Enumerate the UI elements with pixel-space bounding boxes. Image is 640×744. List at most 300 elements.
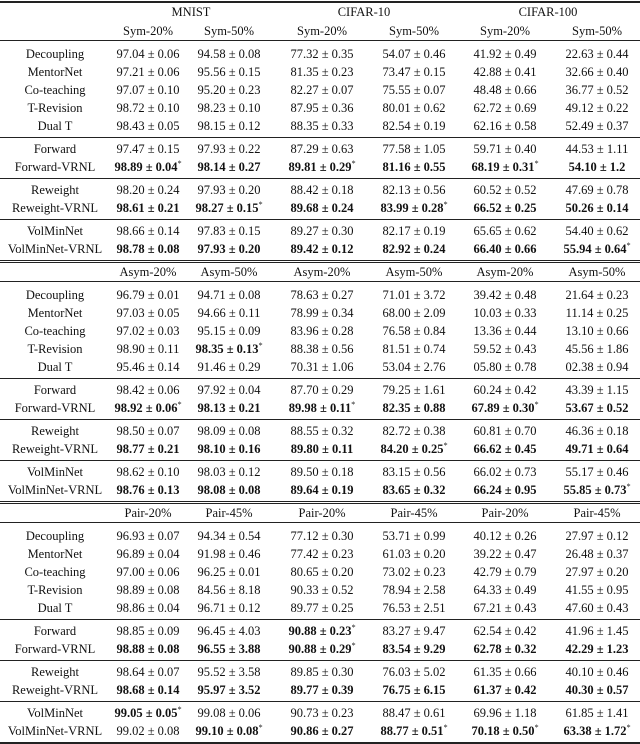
result-value: 60.81 ± 0.70: [473, 424, 537, 438]
result-cell: [110, 220, 186, 241]
result-cell: [372, 563, 456, 581]
result-cell: [372, 661, 456, 682]
result-value: 83.65 ± 0.32: [382, 483, 446, 497]
result-value: 78.94 ± 2.58: [382, 583, 446, 597]
result-value: 97.07 ± 0.10: [116, 83, 180, 97]
result-cell: [372, 461, 456, 482]
result-cell: [272, 199, 372, 220]
result-cell: [110, 681, 186, 702]
method-name: Forward-VRNL: [14, 401, 96, 415]
result-value: 89.42 ± 0.12: [290, 242, 354, 256]
result-cell: [186, 563, 272, 581]
result-cell: [186, 99, 272, 117]
result-cell: [372, 545, 456, 563]
column-header: Pair-45%: [372, 503, 456, 523]
result-cell: [272, 240, 372, 262]
result-cell: [272, 81, 372, 99]
result-cell: [372, 722, 456, 743]
result-value: 43.39 ± 1.15: [565, 383, 629, 397]
result-cell: [372, 620, 456, 641]
significance-mark: *: [443, 200, 448, 209]
result-cell: [456, 640, 554, 661]
result-cell: [272, 599, 372, 620]
method-name: Dual T: [37, 119, 73, 133]
result-value: 98.15 ± 0.12: [197, 119, 261, 133]
result-value: 97.00 ± 0.06: [116, 565, 180, 579]
result-cell: [110, 199, 186, 220]
result-value: 53.71 ± 0.99: [382, 529, 446, 543]
result-value: 65.65 ± 0.62: [473, 224, 537, 238]
method-name: VolMinNet-VRNL: [0, 722, 110, 743]
result-cell: [110, 523, 186, 546]
result-value: 53.67 ± 0.52: [565, 401, 629, 415]
result-cell: [456, 282, 554, 305]
result-value: 55.17 ± 0.46: [565, 465, 629, 479]
result-cell: [372, 399, 456, 420]
result-value: 98.66 ± 0.14: [116, 224, 180, 238]
result-value: 90.88 ± 0.23: [288, 624, 352, 638]
result-cell: [554, 282, 640, 305]
result-value: 95.46 ± 0.14: [116, 360, 180, 374]
result-cell: [554, 379, 640, 400]
result-value: 59.52 ± 0.43: [473, 342, 537, 356]
result-cell: [554, 304, 640, 322]
result-value: 97.83 ± 0.15: [197, 224, 261, 238]
result-cell: [272, 41, 372, 64]
result-cell: [554, 563, 640, 581]
result-value: 54.07 ± 0.46: [382, 47, 446, 61]
result-value: 66.62 ± 0.45: [473, 442, 537, 456]
result-value: 98.23 ± 0.10: [197, 101, 261, 115]
result-value: 98.35 ± 0.13: [195, 342, 259, 356]
table-row: [0, 282, 640, 305]
result-value: 54.40 ± 0.62: [565, 224, 629, 238]
result-value: 82.13 ± 0.56: [382, 183, 446, 197]
result-value: 94.66 ± 0.11: [197, 306, 261, 320]
result-cell: [186, 461, 272, 482]
column-header: Pair-20%: [110, 503, 186, 523]
result-value: 67.21 ± 0.43: [473, 601, 537, 615]
significance-mark: *: [626, 723, 631, 732]
result-value: 13.10 ± 0.66: [565, 324, 629, 338]
result-cell: [554, 99, 640, 117]
result-cell: [456, 399, 554, 420]
method-name: Reweight-VRNL: [11, 442, 99, 456]
result-cell: [456, 581, 554, 599]
result-value: 97.21 ± 0.06: [116, 65, 180, 79]
result-cell: [456, 358, 554, 379]
result-cell: [272, 138, 372, 159]
result-value: 40.12 ± 0.26: [473, 529, 537, 543]
result-cell: [372, 420, 456, 441]
result-value: 87.70 ± 0.29: [290, 383, 354, 397]
result-cell: [186, 545, 272, 563]
result-cell: [554, 358, 640, 379]
table-row: [0, 399, 640, 420]
result-value: 73.47 ± 0.15: [382, 65, 446, 79]
result-value: 96.93 ± 0.07: [116, 529, 180, 543]
table-row: [0, 722, 640, 743]
result-value: 97.93 ± 0.22: [197, 142, 261, 156]
result-value: 98.77 ± 0.21: [116, 442, 180, 456]
result-value: 68.00 ± 2.09: [382, 306, 446, 320]
result-cell: [456, 240, 554, 262]
result-value: 41.55 ± 0.95: [565, 583, 629, 597]
results-table-body: [0, 2, 640, 743]
significance-mark: *: [351, 641, 356, 650]
result-value: 73.02 ± 0.23: [382, 565, 446, 579]
result-cell: [110, 599, 186, 620]
result-value: 70.31 ± 1.06: [290, 360, 354, 374]
significance-mark: *: [258, 723, 263, 732]
result-value: 48.48 ± 0.66: [473, 83, 537, 97]
result-value: 49.12 ± 0.22: [565, 101, 629, 115]
result-cell: [456, 681, 554, 702]
result-cell: [186, 420, 272, 441]
result-value: 77.58 ± 1.05: [382, 142, 446, 156]
result-cell: [456, 99, 554, 117]
result-cell: [110, 138, 186, 159]
result-cell: [554, 138, 640, 159]
result-value: 88.42 ± 0.18: [290, 183, 354, 197]
result-cell: [272, 322, 372, 340]
result-value: 95.52 ± 3.58: [197, 665, 261, 679]
result-cell: [110, 640, 186, 661]
significance-mark: *: [534, 159, 539, 168]
result-cell: [456, 722, 554, 743]
significance-mark: *: [626, 482, 631, 491]
result-cell: [372, 179, 456, 200]
method-name: Reweight-VRNL: [11, 683, 99, 697]
result-cell: [110, 282, 186, 305]
result-cell: [372, 340, 456, 358]
method-name: Co-teaching: [24, 324, 86, 338]
column-header: Sym-50%: [372, 22, 456, 41]
table-row: [0, 420, 640, 441]
result-value: 81.16 ± 0.55: [382, 160, 446, 174]
result-cell: [554, 461, 640, 482]
column-header: Sym-20%: [110, 22, 186, 41]
result-value: 77.32 ± 0.35: [290, 47, 354, 61]
result-value: 94.34 ± 0.54: [197, 529, 261, 543]
result-value: 21.64 ± 0.23: [565, 288, 629, 302]
method-name: Reweight: [0, 420, 110, 441]
result-cell: [272, 722, 372, 743]
result-value: 94.71 ± 0.08: [197, 288, 261, 302]
table-row: [0, 581, 640, 599]
result-value: 95.56 ± 0.15: [197, 65, 261, 79]
result-cell: [272, 63, 372, 81]
result-value: 89.98 ± 0.11: [288, 401, 352, 415]
method-name: Reweight-VRNL: [11, 201, 99, 215]
result-cell: [372, 240, 456, 262]
result-cell: [554, 81, 640, 99]
result-cell: [372, 117, 456, 138]
result-cell: [110, 117, 186, 138]
result-cell: [110, 240, 186, 262]
significance-mark: *: [351, 159, 356, 168]
result-value: 67.89 ± 0.30: [471, 401, 535, 415]
result-cell: [554, 440, 640, 461]
result-value: 89.50 ± 0.18: [290, 465, 354, 479]
result-value: 99.10 ± 0.08: [195, 724, 259, 738]
result-cell: [272, 220, 372, 241]
significance-mark: *: [443, 441, 448, 450]
result-value: 98.08 ± 0.08: [197, 483, 261, 497]
result-cell: [554, 199, 640, 220]
table-row: [0, 640, 640, 661]
result-value: 98.27 ± 0.15: [195, 201, 259, 215]
result-cell: [186, 304, 272, 322]
result-value: 98.88 ± 0.08: [116, 642, 180, 656]
result-cell: [186, 681, 272, 702]
result-value: 83.96 ± 0.28: [290, 324, 354, 338]
result-cell: [186, 322, 272, 340]
table-row: [0, 599, 640, 620]
result-value: 98.50 ± 0.07: [116, 424, 180, 438]
result-cell: [554, 399, 640, 420]
result-cell: [272, 581, 372, 599]
result-value: 99.08 ± 0.06: [197, 706, 261, 720]
result-cell: [372, 199, 456, 220]
result-value: 40.30 ± 0.57: [565, 683, 629, 697]
significance-mark: *: [443, 723, 448, 732]
result-cell: [554, 158, 640, 179]
table-row: [0, 440, 640, 461]
result-value: 98.85 ± 0.09: [116, 624, 180, 638]
result-value: 97.93 ± 0.20: [197, 183, 261, 197]
result-cell: [456, 523, 554, 546]
header-spacer: [0, 262, 110, 282]
result-value: 83.54 ± 9.29: [382, 642, 446, 656]
result-value: 89.85 ± 0.30: [290, 665, 354, 679]
result-cell: [110, 481, 186, 503]
result-value: 88.55 ± 0.32: [290, 424, 354, 438]
result-value: 76.53 ± 2.51: [382, 601, 446, 615]
result-cell: [272, 661, 372, 682]
result-value: 83.99 ± 0.28: [380, 201, 444, 215]
result-value: 90.73 ± 0.23: [290, 706, 354, 720]
result-value: 13.36 ± 0.44: [473, 324, 537, 338]
result-value: 89.77 ± 0.39: [290, 683, 354, 697]
table-row: [0, 379, 640, 400]
result-cell: [186, 340, 272, 358]
table-row: [0, 179, 640, 200]
method-name: T-Revision: [27, 101, 83, 115]
result-cell: [554, 523, 640, 546]
result-value: 91.98 ± 0.46: [197, 547, 261, 561]
result-cell: [372, 599, 456, 620]
method-name: VolMinNet: [0, 702, 110, 723]
result-value: 97.47 ± 0.15: [116, 142, 180, 156]
result-value: 88.77 ± 0.51: [380, 724, 444, 738]
result-cell: [110, 379, 186, 400]
result-value: 98.42 ± 0.06: [116, 383, 180, 397]
method-name: Forward: [0, 379, 110, 400]
result-value: 90.88 ± 0.29: [288, 642, 352, 656]
result-value: 98.62 ± 0.10: [116, 465, 180, 479]
result-value: 89.81 ± 0.29: [288, 160, 352, 174]
result-cell: [554, 420, 640, 441]
column-header: Asym-20%: [456, 262, 554, 282]
result-cell: [372, 440, 456, 461]
result-cell: [110, 722, 186, 743]
result-value: 82.72 ± 0.38: [382, 424, 446, 438]
result-cell: [110, 63, 186, 81]
result-value: 78.63 ± 0.27: [290, 288, 354, 302]
result-cell: [186, 399, 272, 420]
table-row: [0, 199, 640, 220]
table-row: [0, 681, 640, 702]
method-name: VolMinNet: [0, 461, 110, 482]
significance-mark: *: [626, 241, 631, 250]
result-cell: [186, 199, 272, 220]
result-cell: [186, 440, 272, 461]
result-value: 98.64 ± 0.07: [116, 665, 180, 679]
column-header: Asym-50%: [372, 262, 456, 282]
result-value: 61.03 ± 0.20: [382, 547, 446, 561]
table-row: [0, 322, 640, 340]
significance-mark: *: [177, 705, 182, 714]
result-value: 71.01 ± 3.72: [382, 288, 446, 302]
result-cell: [110, 304, 186, 322]
result-value: 61.37 ± 0.42: [473, 683, 537, 697]
result-value: 80.65 ± 0.20: [290, 565, 354, 579]
result-value: 88.35 ± 0.33: [290, 119, 354, 133]
result-cell: [456, 440, 554, 461]
result-cell: [110, 563, 186, 581]
result-cell: [554, 220, 640, 241]
result-cell: [186, 640, 272, 661]
result-value: 89.68 ± 0.24: [290, 201, 354, 215]
method-name: T-Revision: [27, 583, 83, 597]
column-header: Asym-20%: [110, 262, 186, 282]
result-value: 97.03 ± 0.05: [116, 306, 180, 320]
result-cell: [554, 481, 640, 503]
result-value: 32.66 ± 0.40: [565, 65, 629, 79]
table-row: [0, 563, 640, 581]
method-name: VolMinNet: [0, 220, 110, 241]
table-row: [0, 240, 640, 262]
table-row: [0, 138, 640, 159]
dataset-header-cifar10: CIFAR-10: [272, 2, 456, 22]
result-cell: [554, 599, 640, 620]
method-name: MentorNet: [27, 65, 83, 79]
method-name: VolMinNet-VRNL: [7, 242, 103, 256]
significance-mark: *: [351, 623, 356, 632]
result-value: 98.14 ± 0.27: [197, 160, 261, 174]
result-value: 95.20 ± 0.23: [197, 83, 261, 97]
table-row: [0, 545, 640, 563]
result-value: 82.17 ± 0.19: [382, 224, 446, 238]
result-cell: [186, 240, 272, 262]
result-value: 41.92 ± 0.49: [473, 47, 537, 61]
result-value: 50.26 ± 0.14: [565, 201, 629, 215]
table-row: [0, 81, 640, 99]
method-name: Reweight: [0, 661, 110, 682]
result-value: 88.47 ± 0.61: [382, 706, 446, 720]
result-cell: [372, 63, 456, 81]
result-cell: [456, 420, 554, 441]
column-header: Sym-20%: [272, 22, 372, 41]
result-cell: [186, 702, 272, 723]
result-value: 88.38 ± 0.56: [290, 342, 354, 356]
result-cell: [456, 620, 554, 641]
table-row: [0, 661, 640, 682]
result-cell: [372, 158, 456, 179]
result-value: 77.42 ± 0.23: [290, 547, 354, 561]
result-value: 97.93 ± 0.20: [197, 242, 261, 256]
header-spacer: [0, 2, 110, 22]
result-cell: [372, 138, 456, 159]
table-row: [0, 702, 640, 723]
result-cell: [272, 304, 372, 322]
result-value: 62.78 ± 0.32: [473, 642, 537, 656]
significance-mark: *: [351, 400, 356, 409]
result-value: 52.49 ± 0.37: [565, 119, 629, 133]
result-cell: [186, 63, 272, 81]
result-cell: [554, 63, 640, 81]
result-cell: [186, 220, 272, 241]
result-value: 90.33 ± 0.52: [290, 583, 354, 597]
result-value: 82.92 ± 0.24: [382, 242, 446, 256]
table-row: [0, 523, 640, 546]
result-cell: [272, 158, 372, 179]
result-cell: [456, 81, 554, 99]
table-row: [0, 358, 640, 379]
result-cell: [110, 545, 186, 563]
result-cell: [110, 99, 186, 117]
result-value: 61.35 ± 0.66: [473, 665, 537, 679]
result-cell: [272, 640, 372, 661]
result-cell: [272, 99, 372, 117]
result-value: 98.68 ± 0.14: [116, 683, 180, 697]
result-cell: [554, 722, 640, 743]
result-cell: [554, 240, 640, 262]
result-cell: [110, 581, 186, 599]
result-value: 70.18 ± 0.50: [471, 724, 535, 738]
result-value: 66.02 ± 0.73: [473, 465, 537, 479]
result-value: 99.05 ± 0.05: [114, 706, 178, 720]
result-value: 98.92 ± 0.06: [114, 401, 178, 415]
significance-mark: *: [534, 400, 539, 409]
method-name: T-Revision: [27, 342, 83, 356]
result-value: 96.55 ± 3.88: [197, 642, 261, 656]
result-value: 76.03 ± 5.02: [382, 665, 446, 679]
result-value: 22.63 ± 0.44: [565, 47, 629, 61]
result-cell: [554, 117, 640, 138]
result-value: 98.89 ± 0.08: [116, 583, 180, 597]
result-cell: [456, 138, 554, 159]
result-value: 98.10 ± 0.16: [197, 442, 261, 456]
result-cell: [372, 41, 456, 64]
result-value: 97.04 ± 0.06: [116, 47, 180, 61]
result-cell: [110, 322, 186, 340]
result-value: 98.72 ± 0.10: [116, 101, 180, 115]
table-row: [0, 620, 640, 641]
column-header: Pair-20%: [456, 503, 554, 523]
method-name: Decoupling: [25, 47, 85, 61]
result-cell: [110, 179, 186, 200]
method-name: Dual T: [37, 360, 73, 374]
result-cell: [372, 220, 456, 241]
result-value: 89.77 ± 0.25: [290, 601, 354, 615]
result-cell: [554, 545, 640, 563]
table-row: [0, 41, 640, 64]
result-value: 42.79 ± 0.79: [473, 565, 537, 579]
table-row: [0, 461, 640, 482]
result-value: 87.95 ± 0.36: [290, 101, 354, 115]
